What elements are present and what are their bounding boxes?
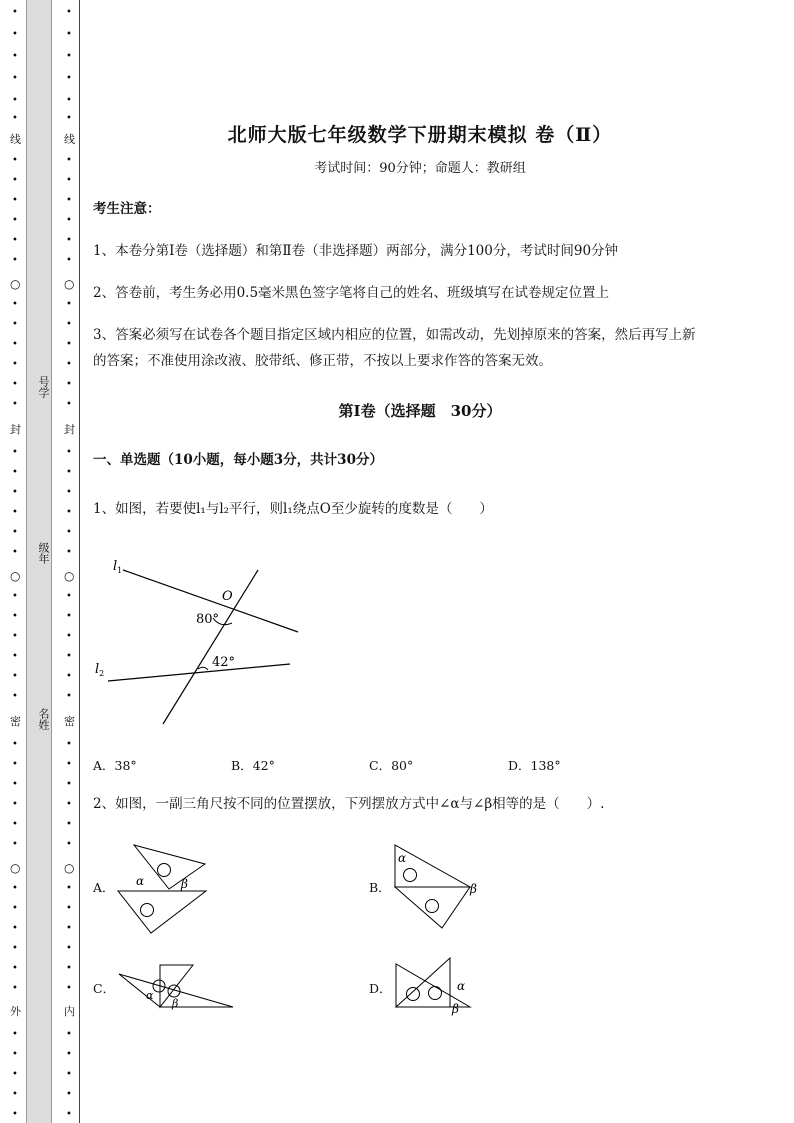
notice-item: 的答案；不准使用涂改液、胶带纸、修正带，不按以上要求作答的答案无效。 bbox=[93, 353, 552, 369]
exam-subtitle: 考试时间：90分钟；命题人：教研组 bbox=[314, 161, 526, 176]
alpha-label: α bbox=[398, 851, 407, 865]
q1-option-a[interactable]: A．38° bbox=[93, 758, 137, 773]
field-label: 名姓 bbox=[37, 708, 50, 730]
beta-label: β bbox=[470, 882, 477, 896]
margin-label-outer: 外 bbox=[10, 1005, 21, 1018]
margin-circle: ○ bbox=[10, 861, 21, 875]
margin-circle: ○ bbox=[10, 277, 21, 291]
question-1-figure bbox=[90, 552, 310, 732]
field-name bbox=[32, 708, 54, 730]
part-heading: 一、单选题（10小题，每小题3分，共计30分） bbox=[93, 452, 383, 468]
notice-heading: 考生注意： bbox=[93, 201, 161, 217]
q2-option-c-figure bbox=[115, 958, 245, 1038]
q2-option-c-label[interactable]: C． bbox=[93, 981, 116, 996]
field-student-id bbox=[32, 376, 54, 398]
l1-label: $l_1$ bbox=[113, 559, 123, 575]
margin-label-seal: 封 bbox=[64, 423, 75, 436]
angle-42-label: 42° bbox=[212, 655, 236, 670]
q2-option-b-label[interactable]: B． bbox=[369, 880, 391, 895]
beta-label: β bbox=[181, 877, 188, 891]
field-label: 级年 bbox=[37, 542, 50, 564]
field-label: 号学 bbox=[37, 376, 50, 398]
point-o-label: O bbox=[222, 589, 233, 604]
exam-title: 北师大版七年级数学下册期末模拟 卷（Ⅱ） bbox=[227, 124, 613, 146]
q1-option-b[interactable]: B．42° bbox=[231, 758, 275, 773]
margin-label-secret: 密 bbox=[10, 715, 21, 728]
outer-dot-column: • • • • • • 线 • • • • • • ○ • • • • • • 封 • • • • • • ○ • • • • • • 密 • • • • • • ○ • • • • • • 外 • • • • • bbox=[10, 7, 21, 1120]
inner-dot-column: • • • • • • 线 • • • • • • ○ • • • • • • 封 • • • • • • ○ • • • • • • 密 • • • • • • ○ • • • • • • 内 • • • • • bbox=[64, 7, 75, 1120]
q2-option-a-label[interactable]: A． bbox=[93, 880, 115, 895]
q2-option-d-label[interactable]: D． bbox=[369, 981, 392, 996]
q1-option-d[interactable]: D．138° bbox=[508, 758, 561, 773]
beta-label: β bbox=[452, 1002, 459, 1016]
margin-label-secret: 密 bbox=[64, 715, 75, 728]
margin-circle: ○ bbox=[64, 569, 75, 583]
alpha-label: α bbox=[457, 979, 466, 993]
margin-circle: ○ bbox=[10, 569, 21, 583]
margin-label-seal: 封 bbox=[10, 423, 21, 436]
margin-circle: ○ bbox=[64, 277, 75, 291]
q2-option-b-figure bbox=[390, 838, 500, 938]
alpha-label: α bbox=[146, 989, 154, 1002]
notice-item: 1、本卷分第I卷（选择题）和第Ⅱ卷（非选择题）两部分，满分100分，考试时间90分钟 bbox=[93, 243, 619, 259]
q1-option-c[interactable]: C．80° bbox=[369, 758, 414, 773]
q2-option-a-figure bbox=[115, 838, 215, 938]
angle-80-label: 80° bbox=[196, 612, 220, 627]
notice-item: 3、答案必须写在试卷各个题目指定区域内相应的位置，如需改动，先划掉原来的答案，然后再写上新 bbox=[93, 327, 696, 343]
margin-label-inner: 内 bbox=[64, 1005, 75, 1018]
alpha-label: α bbox=[136, 874, 145, 888]
l2-label: $l_2$ bbox=[95, 662, 105, 678]
question-2-stem: 2、如图，一副三角尺按不同的位置摆放，下列摆放方式中∠α与∠β相等的是（ ）. bbox=[93, 796, 605, 812]
beta-label: β bbox=[172, 997, 179, 1010]
field-grade bbox=[32, 542, 54, 564]
margin-label-line: 线 bbox=[10, 133, 21, 146]
section-title: 第I卷（选择题 30分） bbox=[338, 402, 502, 420]
q2-option-d-figure bbox=[390, 958, 500, 1038]
margin-label-line: 线 bbox=[64, 133, 75, 146]
question-1-stem: 1、如图，若要使l₁与l₂平行，则l₁绕点O至少旋转的度数是（ ） bbox=[93, 501, 493, 517]
margin-circle: ○ bbox=[64, 861, 75, 875]
notice-item: 2、答卷前，考生务必用0.5毫米黑色签字笔将自己的姓名、班级填写在试卷规定位置上 bbox=[93, 285, 610, 301]
